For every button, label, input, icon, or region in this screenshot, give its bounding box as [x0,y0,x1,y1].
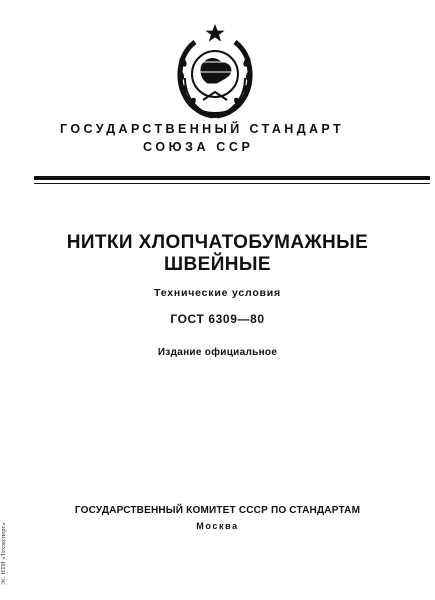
publisher-city: Москва [196,521,239,531]
document-title-line1: НИТКИ ХЛОПЧАТОБУМАЖНЫЕ [66,232,369,253]
divider-thin [34,183,430,184]
standard-subtitle: СОЮЗА ССР [143,140,254,154]
ussr-coat-of-arms-icon [173,22,257,122]
divider-thick [34,176,430,180]
side-stamp: ЭС НТИ «Техэксперт» [0,522,7,585]
publisher-committee: ГОСУДАРСТВЕННЫЙ КОМИТЕТ СССР ПО СТАНДАРТАМ [74,505,361,516]
gost-number: ГОСТ 6309—80 [170,312,265,326]
standard-title: ГОСУДАРСТВЕННЫЙ СТАНДАРТ [60,122,345,136]
document-title-line2: ШВЕЙНЫЕ [164,254,271,275]
document-subtitle: Технические условия [154,287,281,299]
edition-note: Издание официальное [157,347,278,358]
